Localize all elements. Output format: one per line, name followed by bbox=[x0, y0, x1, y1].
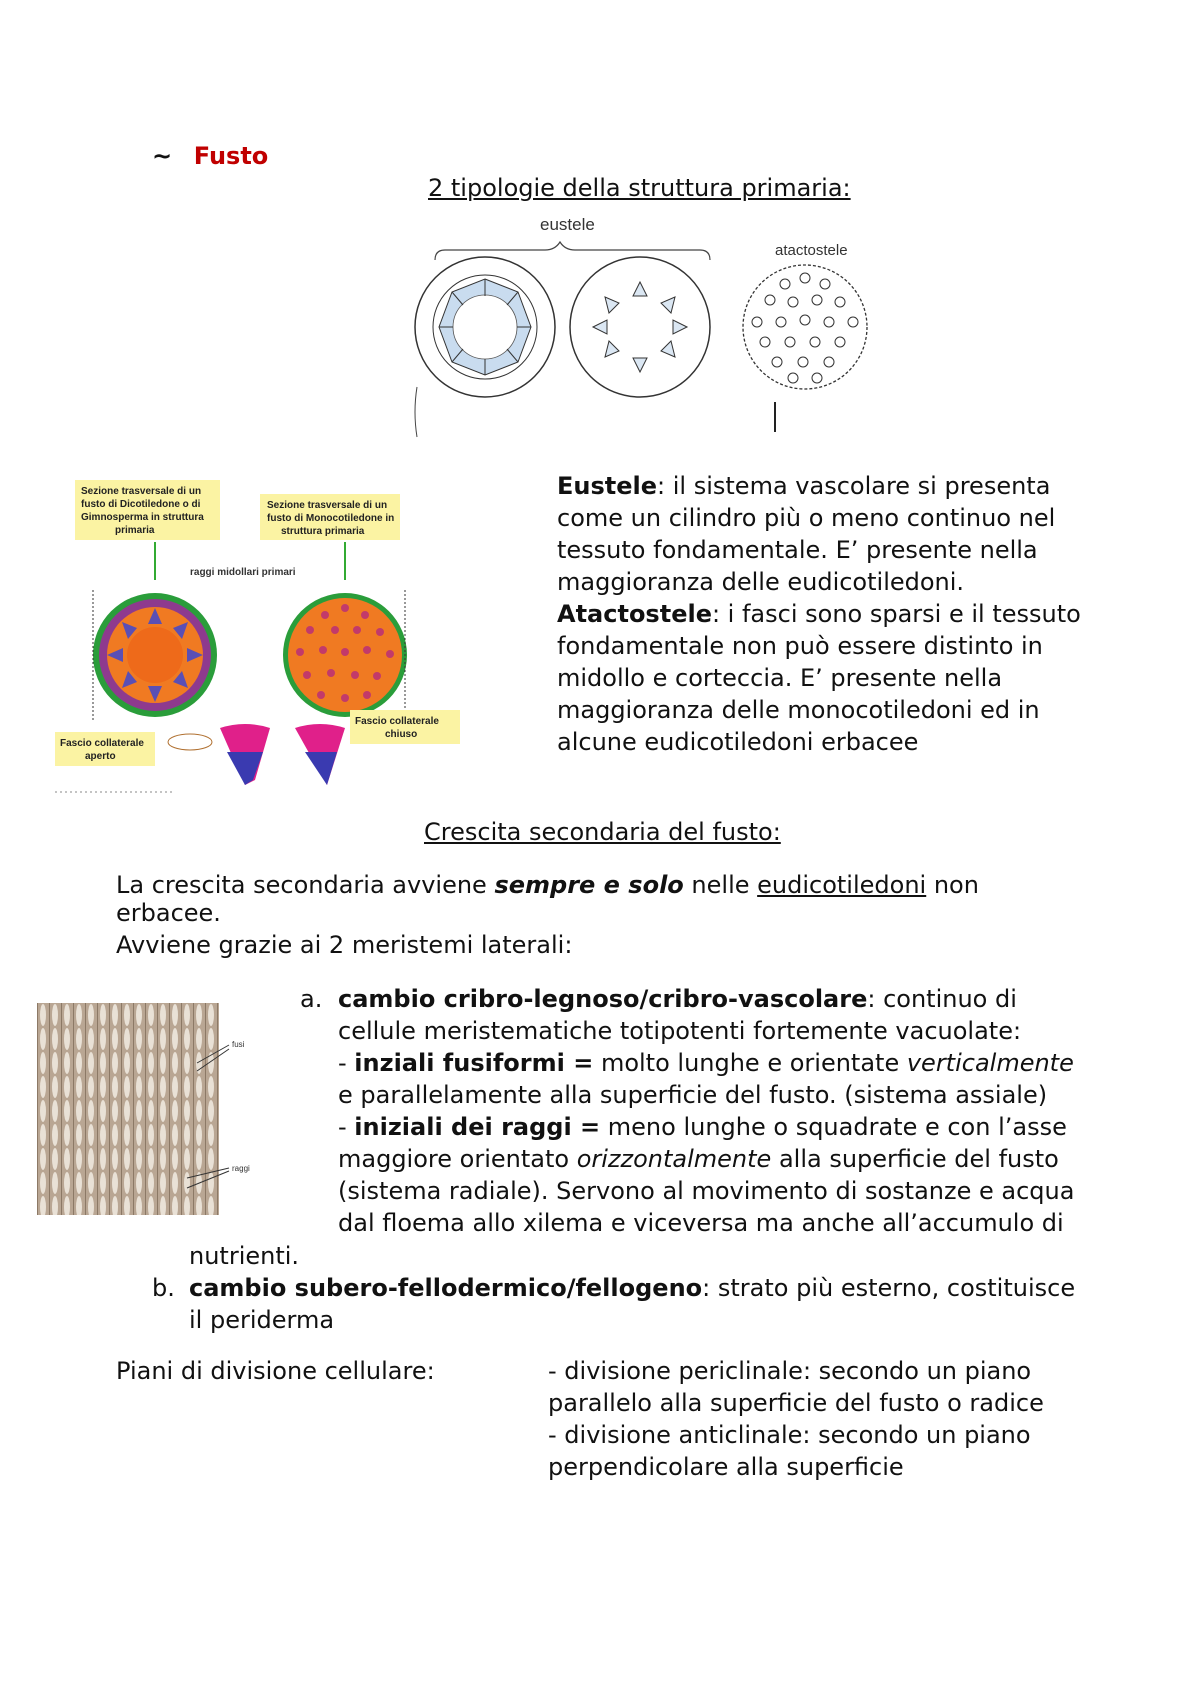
rays-line-1 bbox=[300, 1111, 1074, 1143]
secondary-line-2: erbacee. bbox=[116, 899, 221, 927]
primary-structure-title: 2 tipologie della struttura primaria: bbox=[428, 174, 851, 202]
dicot-caption-l3: Gimnosperma in struttura bbox=[81, 512, 204, 523]
dicot-caption-l2: fusto di Dicotiledone o di bbox=[81, 499, 201, 510]
division-label: Piani di divisione cellulare: bbox=[116, 1357, 435, 1385]
rays-dash: - bbox=[338, 1113, 355, 1141]
atactostele-label: atactostele bbox=[775, 242, 848, 259]
item-b-term: cambio subero-fellodermico/fellogeno bbox=[189, 1274, 703, 1302]
closed-bundle-caption-l2: chiuso bbox=[385, 729, 418, 740]
item-a-rest: : continuo di bbox=[867, 985, 1017, 1013]
eustele-line-2: come un cilindro più o meno continuo nel bbox=[557, 504, 1056, 532]
stem-section-figure bbox=[55, 480, 475, 795]
fusiform-rest: molto lunghe e orientate bbox=[593, 1049, 907, 1077]
item-a-line-1 bbox=[300, 983, 1074, 1015]
stele-description bbox=[557, 470, 1081, 758]
item-a-term: cambio cribro-legnoso/cribro-vascolare bbox=[338, 985, 868, 1013]
fusiform-line-1 bbox=[300, 1047, 1074, 1079]
eustele-label: eustele bbox=[540, 215, 595, 234]
item-b-rest: : strato più esterno, costituisce bbox=[702, 1274, 1076, 1302]
dicot-section bbox=[93, 593, 217, 717]
svg-text:raggi: raggi bbox=[232, 1164, 250, 1173]
dicot-caption-l4: primaria bbox=[115, 525, 155, 536]
rays-text-b: alla superficie del fusto bbox=[771, 1145, 1059, 1173]
item-b-line-2: il periderma bbox=[189, 1306, 335, 1334]
secondary-line-3: Avviene grazie ai 2 meristemi laterali: bbox=[116, 931, 573, 959]
open-bundle-caption-l1: Fascio collaterale bbox=[60, 738, 144, 749]
rays-italic: orizzontalmente bbox=[576, 1145, 772, 1173]
division-line-3: - divisione anticlinale: secondo un piano bbox=[548, 1421, 1031, 1449]
fusiform-italic: verticalmente bbox=[906, 1049, 1074, 1077]
section-heading bbox=[152, 140, 268, 172]
eustele-line-4: maggioranza delle eudicotiledoni. bbox=[557, 568, 965, 596]
stele-types-figure bbox=[405, 212, 885, 440]
secondary-text-b: nelle bbox=[683, 871, 758, 899]
division-line-4: perpendicolare alla superficie bbox=[548, 1453, 904, 1481]
division-line-2: parallelo alla superficie del fusto o radice bbox=[548, 1389, 1044, 1417]
eustele-term: Eustele bbox=[557, 472, 658, 500]
rays-line-5: nutrienti. bbox=[189, 1242, 300, 1270]
svg-text:fusi: fusi bbox=[232, 1040, 245, 1049]
secondary-underlined: eudicotiledoni bbox=[757, 871, 927, 899]
secondary-text-a: La crescita secondaria avviene bbox=[116, 871, 495, 899]
atactostele-line-4: maggioranza delle monocotiledoni ed in bbox=[557, 696, 1040, 724]
eustele-text-1: : il sistema vascolare si presenta bbox=[657, 472, 1051, 500]
list-item-b bbox=[152, 1272, 1075, 1336]
list-item-a bbox=[300, 983, 1074, 1239]
item-a-line-2: cellule meristematiche totipotenti fortemente vacuolate: bbox=[338, 1017, 1022, 1045]
atactostele-term: Atactostele bbox=[557, 600, 712, 628]
fusiform-dash: - bbox=[338, 1049, 355, 1077]
dicot-caption-l1: Sezione trasversale di un bbox=[81, 486, 202, 497]
rays-line-3: (sistema radiale). Servono al movimento di sostanze e acqua bbox=[338, 1177, 1075, 1205]
secondary-growth-title: Crescita secondaria del fusto: bbox=[424, 818, 781, 846]
eustele-line-3: tessuto fondamentale. E’ presente nella bbox=[557, 536, 1038, 564]
atactostele-line-3: midollo e corteccia. E’ presente nella bbox=[557, 664, 1003, 692]
atactostele-line-2: fondamentale non può essere distinto in bbox=[557, 632, 1043, 660]
item-a-marker: a. bbox=[300, 985, 323, 1013]
division-details bbox=[548, 1355, 1044, 1483]
fusiform-line-2: e parallelamente alla superficie del fusto. (sistema assiale) bbox=[338, 1081, 1048, 1109]
rays-line-2 bbox=[300, 1143, 1074, 1175]
rays-label: raggi midollari primari bbox=[190, 567, 296, 578]
rays-rest: meno lunghe o squadrate e con l’asse bbox=[600, 1113, 1067, 1141]
secondary-paragraph bbox=[116, 869, 979, 961]
division-line-1: - divisione periclinale: secondo un piano bbox=[548, 1357, 1032, 1385]
monocot-section bbox=[283, 593, 407, 717]
wood-micrograph-image bbox=[37, 1003, 262, 1215]
monocot-caption-l3: struttura primaria bbox=[281, 526, 365, 537]
eustele-line-1 bbox=[557, 470, 1081, 502]
atactostele-text-1: : i fasci sono sparsi e il tessuto bbox=[711, 600, 1081, 628]
atactostele-line-1 bbox=[557, 598, 1081, 630]
atactostele-diagram bbox=[743, 265, 867, 389]
secondary-emphasis: sempre e solo bbox=[494, 871, 684, 899]
secondary-text-c: non bbox=[926, 871, 979, 899]
monocot-caption-l1: Sezione trasversale di un bbox=[267, 500, 388, 511]
atactostele-line-5: alcune eudicotiledoni erbacee bbox=[557, 728, 919, 756]
fusiform-term: inziali fusiformi = bbox=[354, 1049, 594, 1077]
item-b-marker: b. bbox=[152, 1274, 175, 1302]
heading-title: Fusto bbox=[193, 142, 269, 170]
item-b-line-1 bbox=[152, 1272, 1075, 1304]
open-bundle-caption-l2: aperto bbox=[85, 751, 116, 762]
rays-text-a: maggiore orientato bbox=[338, 1145, 577, 1173]
monocot-caption-l2: fusto di Monocotiledone in bbox=[267, 513, 395, 524]
rays-term: iniziali dei raggi = bbox=[354, 1113, 601, 1141]
secondary-line-1 bbox=[116, 869, 979, 901]
closed-bundle-caption-l1: Fascio collaterale bbox=[355, 716, 439, 727]
rays-line-4: dal floema allo xilema e viceversa ma anche all’accumulo di bbox=[338, 1209, 1064, 1237]
heading-bullet: ~ bbox=[152, 142, 173, 170]
eustele-ring-diagram bbox=[415, 257, 555, 397]
eustele-bundles-diagram bbox=[570, 257, 710, 397]
